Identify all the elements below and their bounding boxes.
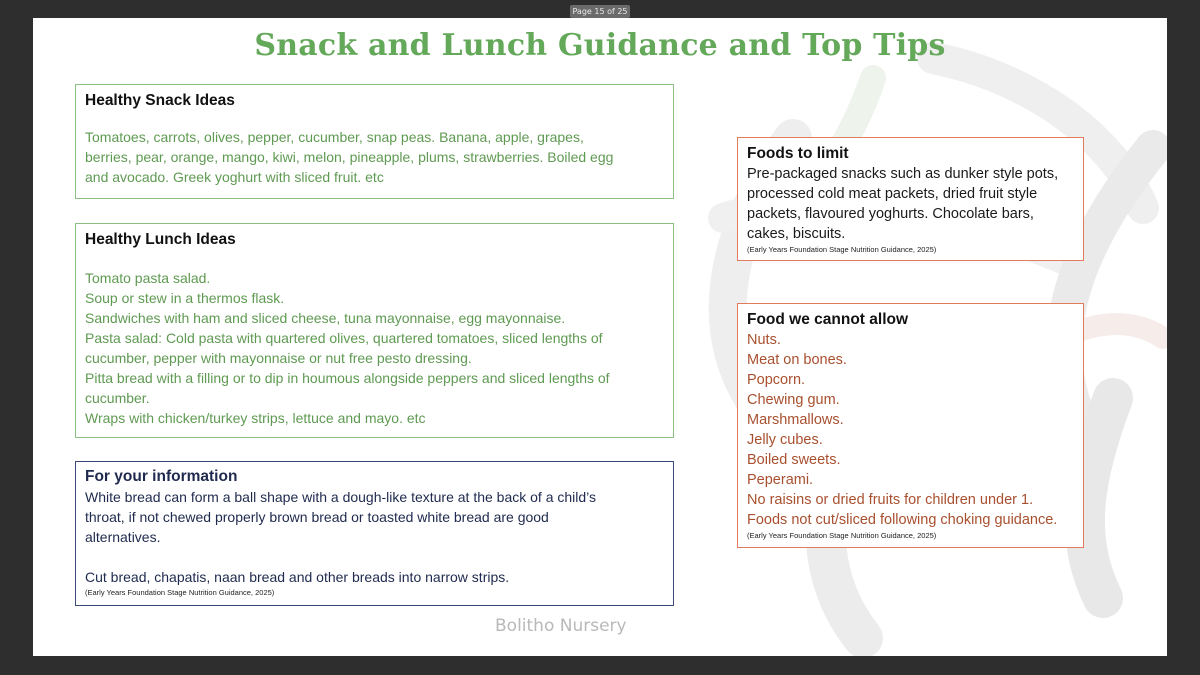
healthy-snack-line: berries, pear, orange, mango, kiwi, melon, pineapple, plums, strawberries. Boiled egg (85, 149, 614, 165)
not-allowed-item: Jelly cubes. (747, 432, 823, 448)
foods-to-limit-box (737, 137, 1084, 261)
healthy-lunch-line: Soup or stew in a thermos flask. (85, 290, 285, 306)
not-allowed-box (737, 303, 1084, 548)
watermark-leaf-bottom-right (1085, 398, 1113, 598)
foods-to-limit-line: cakes, biscuits. (747, 226, 846, 242)
info-heading: For your information (85, 468, 238, 485)
not-allowed-item: Nuts. (747, 332, 781, 348)
info-citation: (Early Years Foundation Stage Nutrition Guidance, 2025) (85, 588, 275, 597)
page-indicator: Page 15 of 25 (570, 5, 630, 18)
page-title: Snack and Lunch Guidance and Top Tips (254, 28, 946, 63)
healthy-lunch-box (75, 223, 674, 438)
not-allowed-item: Foods not cut/sliced following choking guidance. (747, 512, 1058, 528)
healthy-snack-heading: Healthy Snack Ideas (85, 92, 235, 109)
healthy-lunch-line: Tomato pasta salad. (85, 270, 211, 286)
healthy-snack-box (75, 84, 674, 199)
info-line: White bread can form a ball shape with a dough-like texture at the back of a child’s (85, 489, 597, 505)
healthy-lunch-heading: Healthy Lunch Ideas (85, 231, 236, 248)
healthy-snack-line: Tomatoes, carrots, olives, pepper, cucumber, snap peas. Banana, apple, grapes, (85, 129, 584, 145)
foods-to-limit-heading: Foods to limit (747, 145, 849, 162)
healthy-snack-line: and avocado. Greek yoghurt with sliced fruit. etc (85, 169, 384, 185)
slide (33, 18, 1167, 656)
not-allowed-item: Peperami. (747, 472, 814, 488)
healthy-lunch-line: Sandwiches with ham and sliced cheese, tuna mayonnaise, egg mayonnaise. (85, 310, 566, 326)
foods-to-limit-line: Pre-packaged snacks such as dunker style pots, (747, 166, 1059, 182)
not-allowed-item: Boiled sweets. (747, 452, 841, 468)
not-allowed-heading: Food we cannot allow (747, 311, 909, 328)
healthy-lunch-line: cucumber, pepper with mayonnaise or nut free pesto dressing. (85, 350, 472, 366)
not-allowed-item: No raisins or dried fruits for children under 1. (747, 492, 1034, 508)
healthy-lunch-line: Pasta salad: Cold pasta with quartered olives, quartered tomatoes, sliced lengths of (85, 330, 603, 346)
footer-brand: Bolitho Nursery (495, 616, 627, 636)
info-line: alternatives. (85, 529, 161, 545)
info-box (75, 461, 674, 606)
healthy-lunch-line: Pitta bread with a filling or to dip in houmous alongside peppers and sliced lengths of (85, 370, 610, 386)
foods-to-limit-line: packets, flavoured yoghurts. Chocolate bars, (747, 206, 1034, 222)
foods-to-limit-line: processed cold meat packets, dried fruit style (747, 186, 1038, 202)
foods-to-limit-citation: (Early Years Foundation Stage Nutrition Guidance, 2025) (747, 245, 937, 254)
not-allowed-item: Meat on bones. (747, 352, 847, 368)
healthy-lunch-line: cucumber. (85, 390, 150, 406)
not-allowed-item: Popcorn. (747, 372, 806, 388)
info-line: throat, if not chewed properly brown bread or toasted white bread are good (85, 509, 549, 525)
not-allowed-citation: (Early Years Foundation Stage Nutrition Guidance, 2025) (747, 531, 937, 540)
not-allowed-item: Marshmallows. (747, 412, 844, 428)
healthy-lunch-line: Wraps with chicken/turkey strips, lettuce and mayo. etc (85, 410, 426, 426)
not-allowed-item: Chewing gum. (747, 392, 840, 408)
info-tip: Cut bread, chapatis, naan bread and other breads into narrow strips. (85, 569, 510, 585)
